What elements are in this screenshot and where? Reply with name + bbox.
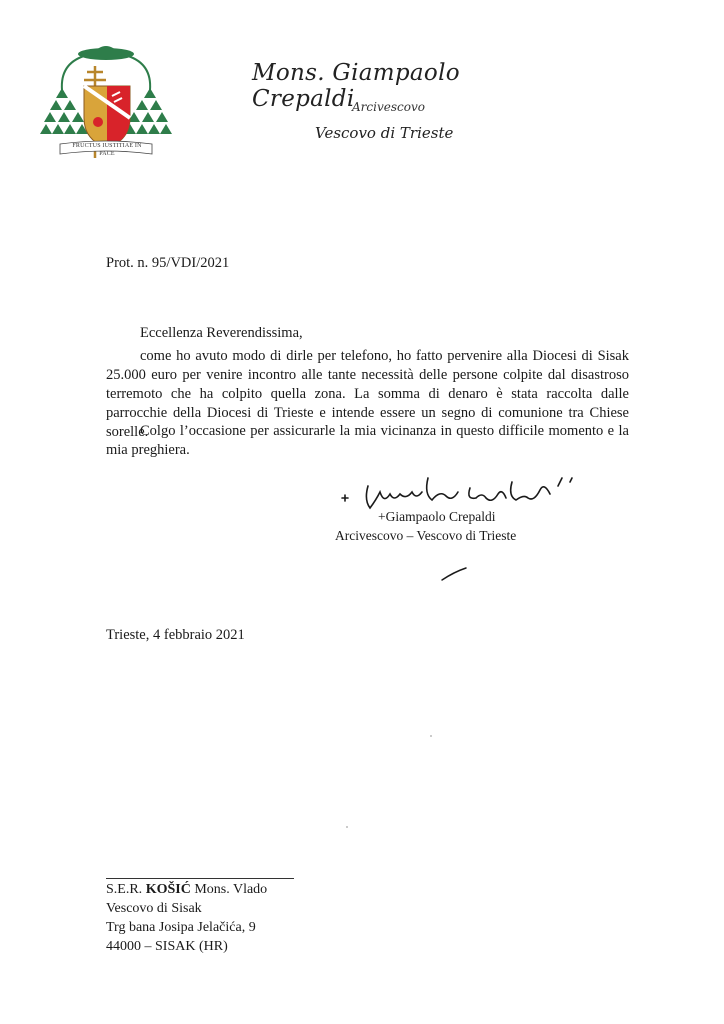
address-divider [106,878,294,879]
handwritten-signature [336,470,586,514]
letterhead-title: Arcivescovo [352,100,425,114]
recipient-given-name: Mons. Vlado [194,882,268,897]
body-paragraph: Colgo l’occasione per assicurarle la mia vicinanza in questo difficile momento e la mia preghiera. [106,423,629,458]
scan-speck [430,735,432,737]
signer-name: +Giampaolo Crepaldi [378,509,496,524]
recipient-line-1 [106,880,267,899]
recipient-line-2: Vescovo di Sisak [106,901,202,916]
letterhead-name: Mons. Giampaolo Crepaldi [252,60,460,112]
place-date: Trieste, 4 febbraio 2021 [106,627,245,643]
motto-text: FRUCTUS IUSTITIAE IN PACE [72,143,142,157]
recipient-line-3: Trg bana Josipa Jelačića, 9 [106,920,256,935]
signer-role: Arcivescovo – Vescovo di Trieste [335,528,517,543]
coat-of-arms-emblem [40,40,172,180]
recipient-surname: KOŠIĆ [145,882,191,897]
recipient-prefix: S.E.R. [106,882,143,897]
protocol-number: Prot. n. 95/VDI/2021 [106,255,230,271]
salutation: Eccellenza Reverendissima, [140,325,303,341]
letterhead-see: Vescovo di Trieste [315,124,454,142]
pen-stroke-mark [440,566,468,582]
body-paragraph: come ho avuto modo di dirle per telefono, ho fatto pervenire alla Diocesi di Sisak 25.000 euro per venire incontro alle tante necessità delle persone colpite dal disastroso terremoto che ha colpito quella zona. La somma di denaro è stata raccolta dalle parrocchie della Diocesi di Trieste e intende essere un segno di comunione tra Chiese sorelle. [106,348,629,440]
recipient-line-4: 44000 – SISAK (HR) [106,939,228,954]
scan-speck [346,826,348,828]
